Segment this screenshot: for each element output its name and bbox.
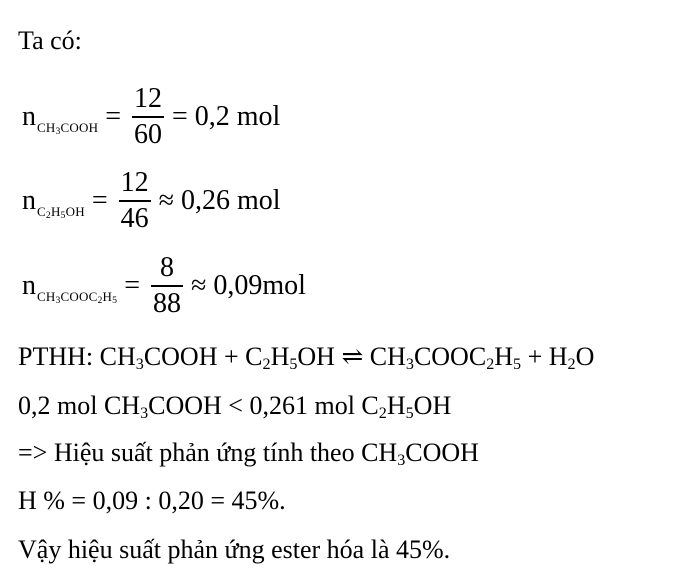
n-subscript: $CH_3COOC_2H_5$ [37,288,118,306]
reaction-equation: PTHH: $CH_3COOH + C_2H_5OH$ ⇌ $CH_3COOC_2H_5 + H_2O$ [18,342,595,374]
denominator: 88 [153,287,182,319]
conclusion: Vậy hiệu suất phản ứng ester hóa là 45%. [18,535,451,564]
numerator: 8 [160,252,175,283]
equation-n-c2h5oh [22,166,281,236]
n-symbol: n [22,100,36,132]
intro-text: Ta có: [18,26,82,55]
n-symbol: n [22,269,36,301]
mole-comparison: 0,2 mol $CH_3COOH < 0,261$ mol $C_2H_5OH$ [18,391,452,423]
fraction [151,251,183,321]
n-subscript: $CH_3COOH$ [37,119,99,137]
fraction [119,166,151,236]
n-subscript: $C_2H_5OH$ [37,203,85,221]
fraction [132,82,164,152]
denominator: 46 [120,202,149,234]
result: ≈ 0,26 mol [158,184,281,216]
equation-n-ch3cooh [22,82,280,152]
denominator: 60 [133,118,162,150]
result: ≈ 0,09mol [191,269,306,301]
equals-sign: = [105,100,121,132]
equals-sign: = [124,269,141,301]
numerator: 12 [133,83,162,114]
yield-calculation: H % = 0,09 : 0,20 = 45%. [18,486,286,515]
equals-sign: = [91,184,108,216]
n-symbol: n [22,184,36,216]
result: = 0,2 mol [171,100,281,132]
equation-n-ester [22,251,306,321]
yield-basis: => Hiệu suất phản ứng tính theo $CH_3COOH$ [18,438,479,470]
numerator: 12 [120,167,149,198]
